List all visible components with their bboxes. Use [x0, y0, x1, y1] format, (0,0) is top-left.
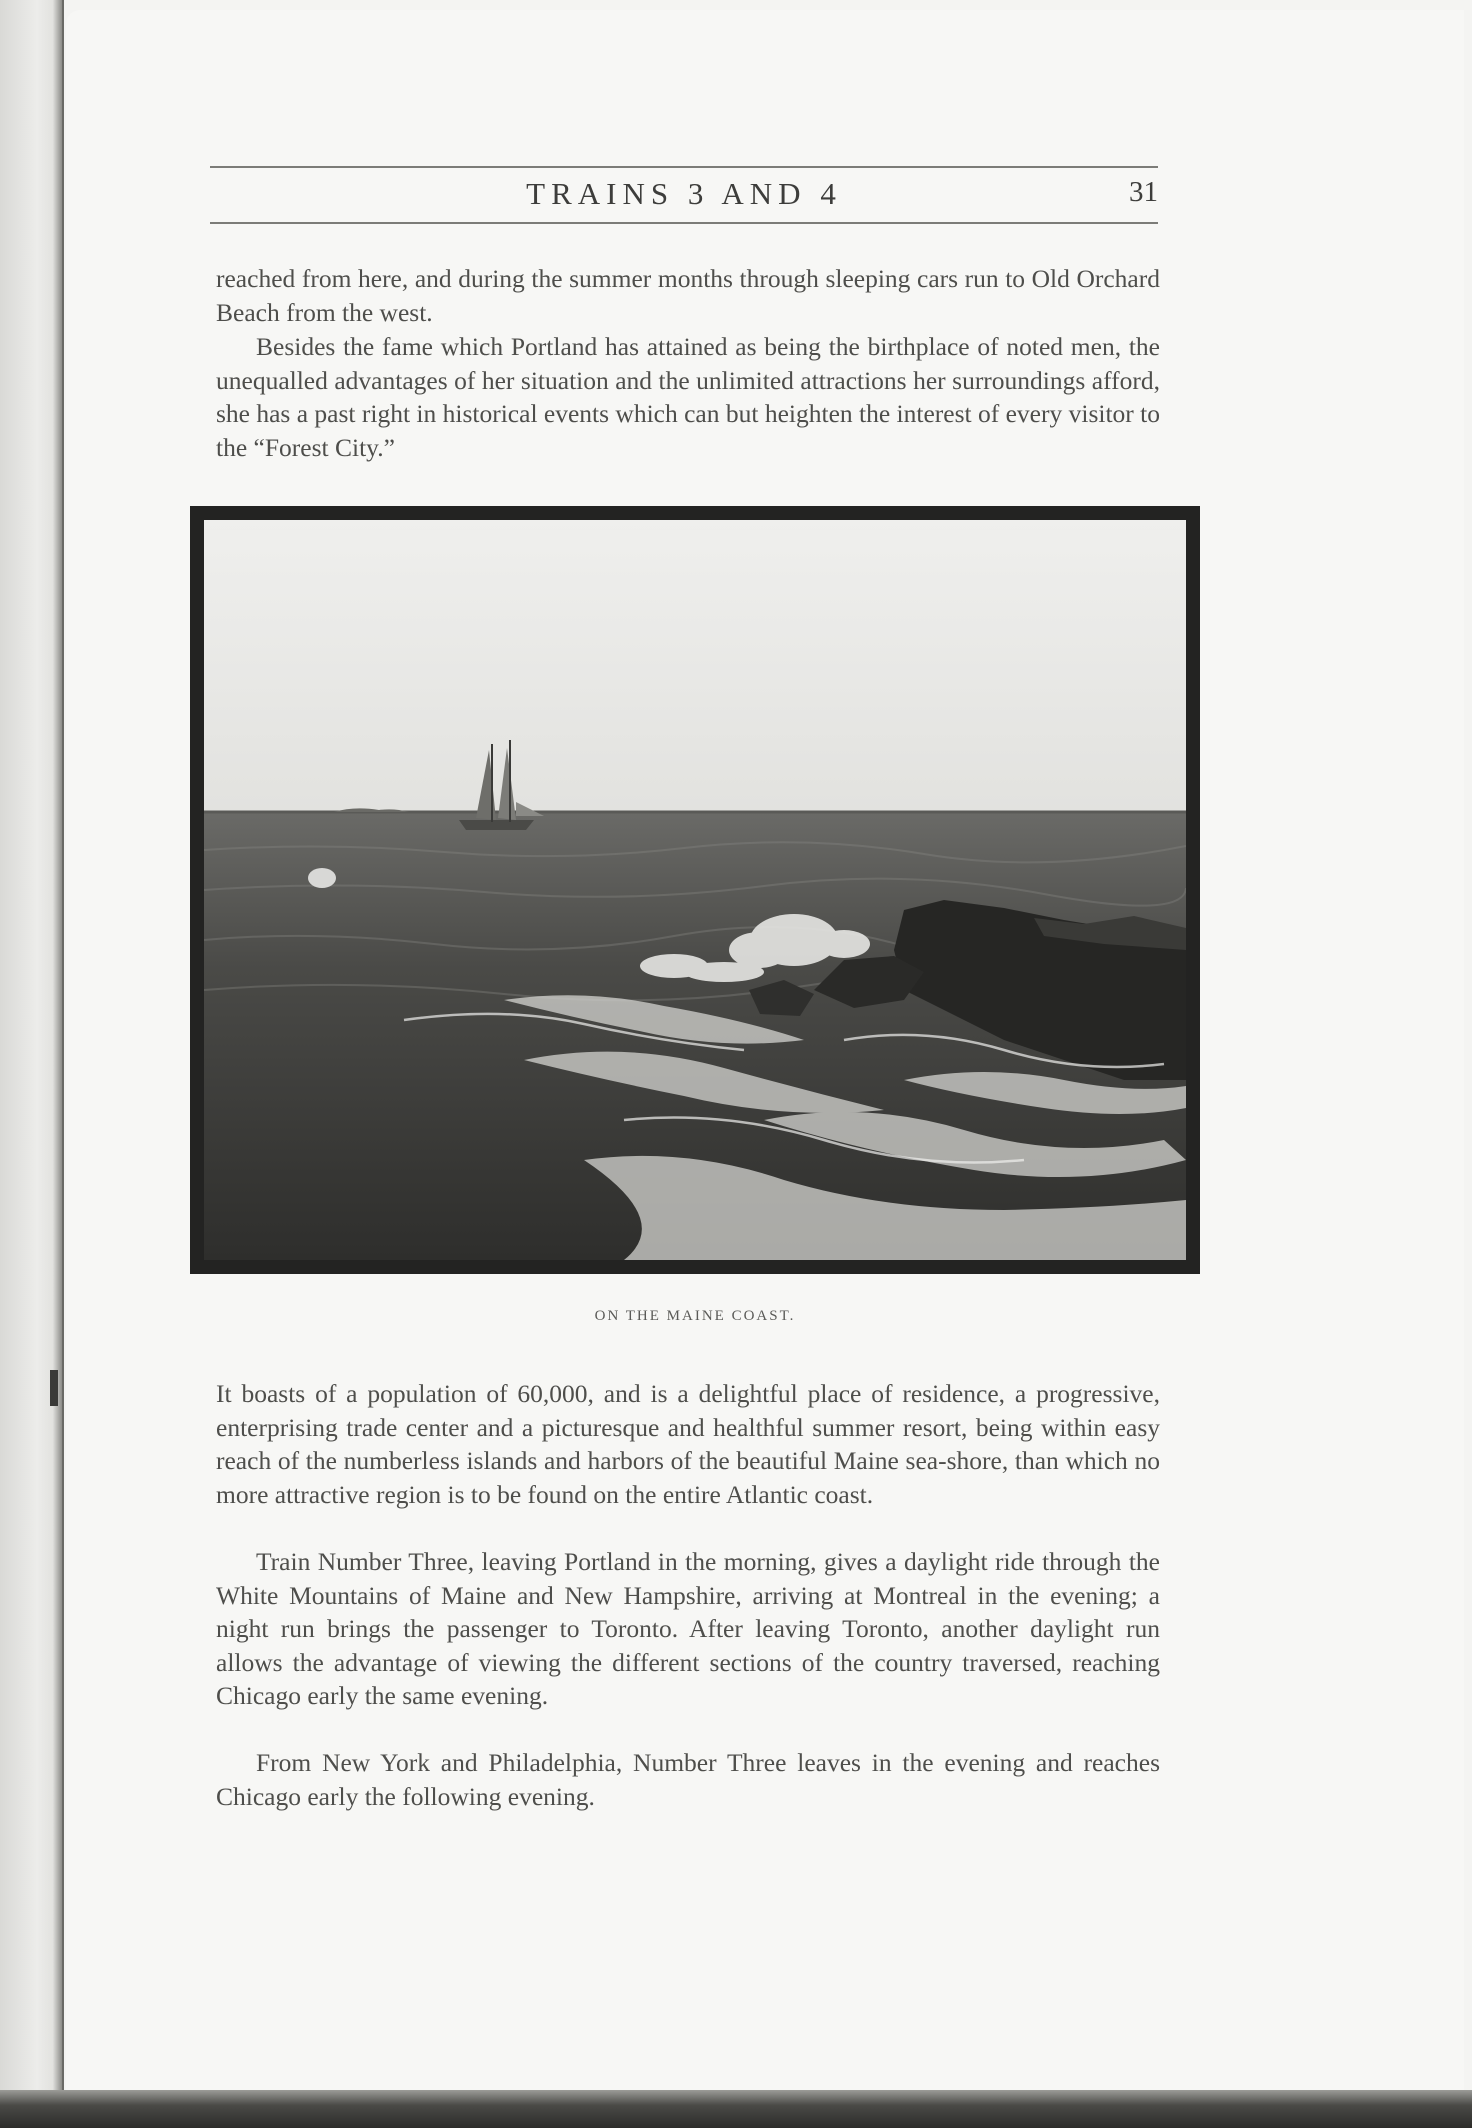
page-number: 31: [1129, 176, 1158, 208]
seascape-image: [204, 520, 1186, 1260]
paragraph-new-york: From New York and Philadelphia, Number Three leaves in the evening and reaches Chicago early the following evening.: [216, 1748, 1160, 1811]
scanner-bottom-edge: [0, 2090, 1472, 2128]
paragraph-population: It boasts of a population of 60,000, and is a delightful place of residence, a progressive, enterprising trade center and a picturesque and healthful summer resort, being within easy reach of the numberless islands and harbors of the beautiful Maine sea-shore, than which no more attractive region is to be found on the entire Atlantic coast.: [216, 1379, 1160, 1509]
running-title: TRAINS 3 AND 4: [526, 176, 842, 211]
header-rule-bottom: [210, 222, 1158, 224]
paragraph-portland-fame: Besides the fame which Portland has attained as being the birthplace of noted men, the unequalled advantages of her situation and the unlimited attractions her surroundings afford, she has a past right in historical events which can but heighten the interest of every visitor to the “Forest City.”: [216, 332, 1160, 462]
page-tab-mark: [50, 1370, 58, 1406]
paragraph-continued: reached from here, and during the summer months through sleeping cars run to Old Orchard Beach from the west.: [216, 264, 1160, 327]
facing-page-edge: [0, 0, 64, 2090]
paragraph-train-three: Train Number Three, leaving Portland in the morning, gives a daylight ride through the White Mountains of Maine and New Hampshire, arriving at Montreal in the evening; a night run brings the passenger to Toronto. After leaving Toronto, another daylight run allows the advantage of viewing the different sections of the country traversed, reaching Chicago early the same evening.: [216, 1547, 1160, 1710]
photo-caption: ON THE MAINE COAST.: [594, 1308, 796, 1324]
header-rule-top: [210, 166, 1158, 168]
photo-frame: [190, 506, 1200, 1274]
coast-photograph: [204, 520, 1186, 1260]
